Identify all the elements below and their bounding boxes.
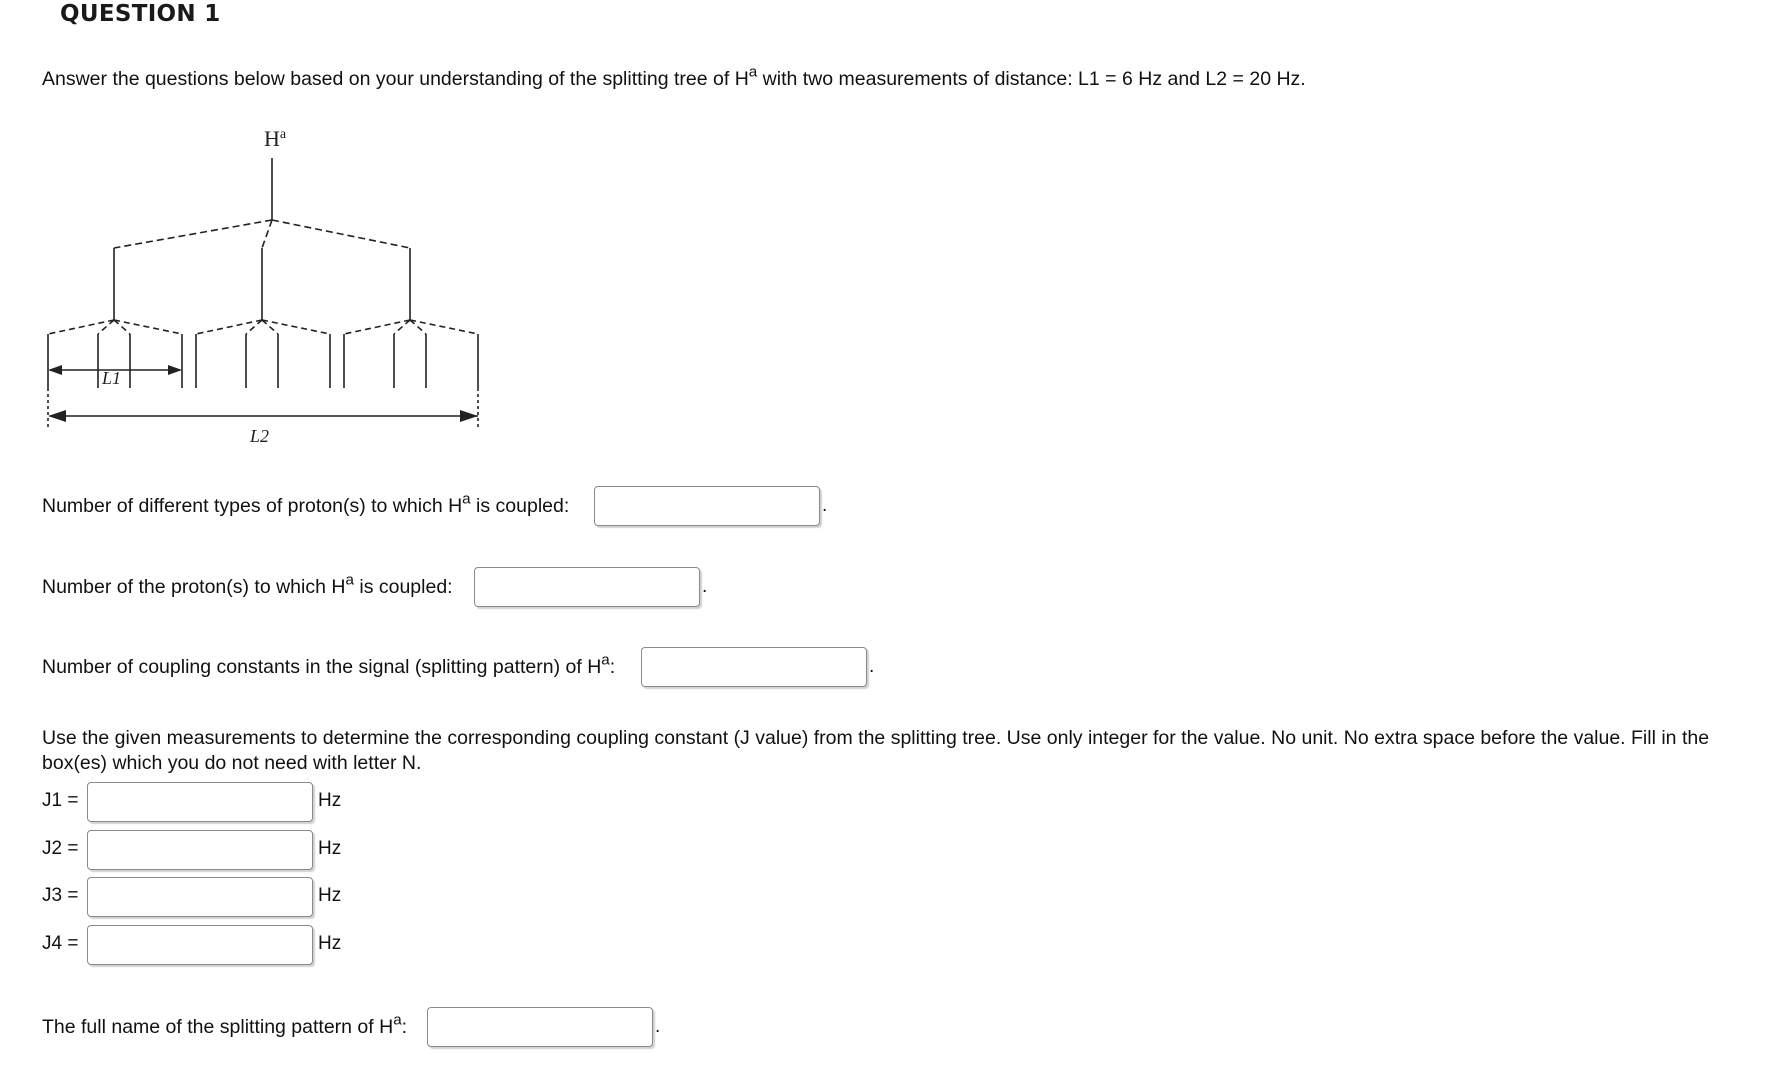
l2-arrowhead-right <box>460 410 478 422</box>
question-name-label: The full name of the splitting pattern of $H^a$: <box>42 1011 408 1038</box>
types-trailing-period: . <box>822 495 828 516</box>
question-constants-label: Number of coupling constants in the signal (splitting pattern) of $H^a$: <box>42 651 616 678</box>
pattern-name-input[interactable] <box>427 1007 653 1047</box>
j2-unit: Hz <box>318 838 342 859</box>
name-trailing-period: . <box>655 1016 661 1037</box>
tree-dash <box>262 320 330 334</box>
l1-arrowhead-right <box>168 365 182 375</box>
l1-label: L1 <box>102 368 122 388</box>
l2-arrowhead-left <box>48 410 66 422</box>
constants-answer-input[interactable] <box>641 647 867 687</box>
tree-dash <box>344 320 410 334</box>
tree-dash <box>114 220 272 248</box>
j3-unit: Hz <box>318 885 342 906</box>
tree-top-label: $H^a$ <box>264 126 287 151</box>
types-answer-input[interactable] <box>594 486 820 526</box>
tree-dash <box>196 320 262 334</box>
tree-dash <box>272 220 410 248</box>
j4-input[interactable] <box>87 925 313 965</box>
count-answer-input[interactable] <box>474 567 700 607</box>
tree-dash <box>114 320 182 334</box>
j1-label: J1 = <box>42 790 79 811</box>
j3-input[interactable] <box>87 877 313 917</box>
j4-label: J4 = <box>42 933 79 954</box>
question-count-label: Number of the proton(s) to which $H^a$ is coupled: <box>42 571 453 598</box>
tree-dash <box>48 320 114 334</box>
l1-arrowhead-left <box>48 365 62 375</box>
instructions-text: Use the given measurements to determine the corresponding coupling constant (J value) from the splitting tree. Use only integer for the value. No unit. No extra space before the value. Fill in the box(es) which you do not need with letter N. <box>42 727 1710 774</box>
j2-input[interactable] <box>87 830 313 870</box>
splitting-tree-diagram <box>40 120 500 450</box>
tree-dash <box>410 320 478 334</box>
question-intro: Answer the questions below based on your understanding of the splitting tree of $H^a$ with two measurements of distance: L1 = 6 Hz and L2 = 20 Hz. <box>42 63 1306 90</box>
question-types-label: Number of different types of proton(s) to which $H^a$ is coupled: <box>42 490 570 517</box>
j4-unit: Hz <box>318 933 342 954</box>
j1-unit: Hz <box>318 790 342 811</box>
l2-label: L2 <box>250 426 270 446</box>
question-title: QUESTION 1 <box>60 1 221 27</box>
tree-dash <box>262 220 272 248</box>
j2-label: J2 = <box>42 838 79 859</box>
j3-label: J3 = <box>42 885 79 906</box>
j1-input[interactable] <box>87 782 313 822</box>
count-trailing-period: . <box>702 576 708 597</box>
constants-trailing-period: . <box>869 656 875 677</box>
